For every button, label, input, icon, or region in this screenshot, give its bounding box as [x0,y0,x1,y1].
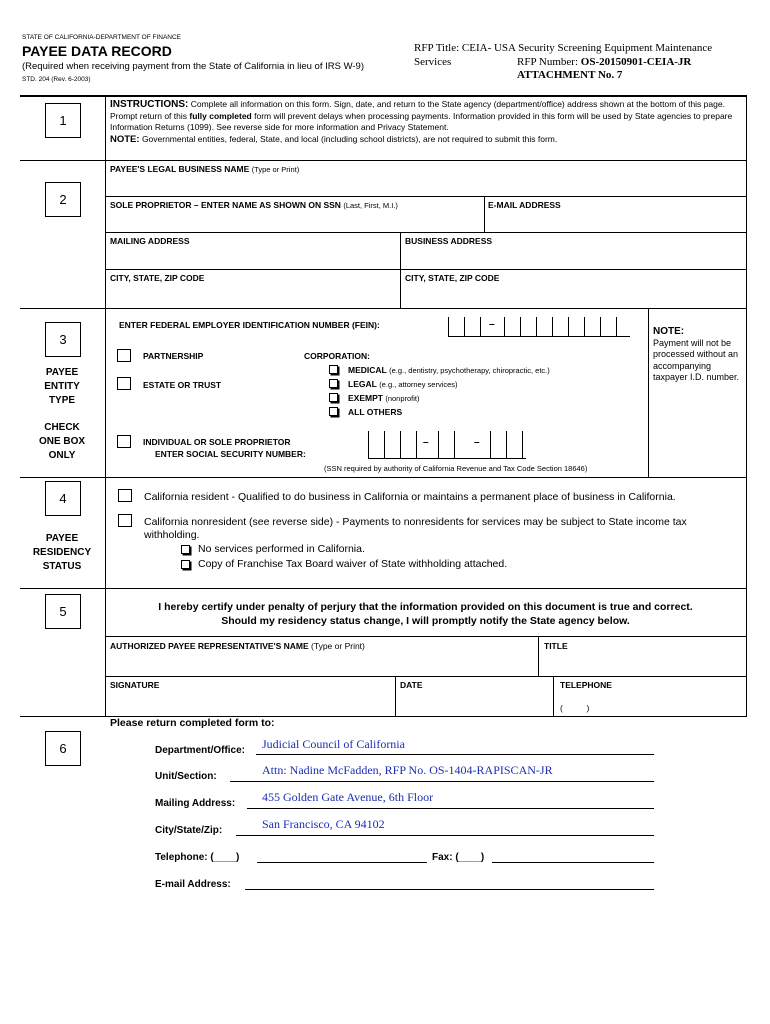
certification-line1: I hereby certify under penalty of perjury that the information provided on this document is true and correct. [158,601,693,613]
no-services-label: No services performed in California. [198,543,365,555]
email-return-line[interactable] [245,889,654,890]
exempt-label: EXEMPT [348,393,383,403]
ssn-input[interactable] [368,431,526,459]
legal-name-hint: (Type or Print) [251,165,300,174]
fein-tick [480,317,481,337]
business-address-field[interactable]: BUSINESS ADDRESS [405,236,493,246]
instructions-text [110,99,740,145]
entity-type-line3: TYPE [48,395,76,406]
telephone-parens: ( ) [560,703,590,713]
date-field[interactable]: DATE [400,680,423,690]
sep-3-4 [20,477,747,478]
rfp-number-label: RFP Number: [517,56,579,68]
address-divider [400,232,401,308]
ssn-tick [416,431,417,459]
sole-prop-hint: (Last, First, M.I.) [343,201,398,210]
residency-line1: PAYEE [45,533,79,544]
rfp-number-value: OS-20150901-CEIA-JR [580,56,692,68]
exempt-checkbox[interactable] [329,393,338,402]
check-one-label [22,421,102,463]
city-value[interactable]: San Francisco, CA 94102 [262,817,385,831]
residency-status-label [22,532,102,574]
mailing-label: Mailing Address: [155,798,236,809]
dept-label: Department/Office: [155,745,246,756]
rep-name-label: AUTHORIZED PAYEE REPRESENTATIVE'S NAME [110,641,309,651]
unit-line [230,781,654,782]
no-services-checkbox[interactable] [181,545,190,554]
rep-name-hint: (Type or Print) [311,641,365,651]
fein-dash: – [489,319,495,330]
city-state-zip-field-1[interactable]: CITY, STATE, ZIP CODE [110,273,205,283]
fein-tick [552,317,553,337]
ssn-dash: – [423,437,429,448]
ssn-tick [438,431,439,459]
section-number-4: 4 [45,481,81,516]
fein-baseline [448,336,630,337]
sole-prop-label: SOLE PROPRIETOR – ENTER NAME AS SHOWN ON SSN [110,200,341,210]
residency-line3: STATUS [42,561,82,572]
medical-checkbox[interactable] [329,365,338,374]
note-box-divider [648,308,649,477]
row-line-2 [105,232,746,233]
ssn-note: (SSN required by authority of California Revenue and Tax Code Section 18646) [324,464,588,473]
fein-tick [584,317,585,337]
medical-option [348,365,550,375]
rfp-title-cont: Services [414,56,452,68]
row-line-3 [105,269,746,270]
ssn-dash: – [474,437,480,448]
sep-1-2 [20,160,747,161]
medical-hint: (e.g., dentistry, psychotherapy, chiropractic, etc.) [389,366,550,375]
estate-trust-checkbox[interactable] [117,377,131,390]
individual-label: INDIVIDUAL OR SOLE PROPRIETOR [143,437,291,447]
ssn-tick [400,431,401,459]
note-text: Governmental entities, federal, State, and local (including school districts), are not required to submit this form. [141,133,558,144]
rfp-number [517,56,691,68]
dept-value[interactable]: Judicial Council of California [262,737,405,751]
fein-tick [568,317,569,337]
legal-option [348,379,458,389]
ssn-tick [490,431,491,459]
fein-tick [520,317,521,337]
instructions-bold: fully completed [189,110,252,121]
ssn-tick [454,431,455,459]
waiver-label: Copy of Franchise Tax Board waiver of State withholding attached. [198,558,508,570]
estate-trust-label: ESTATE OR TRUST [143,380,222,390]
entity-type-line1: PAYEE [45,367,79,378]
ssn-label: ENTER SOCIAL SECURITY NUMBER: [155,449,306,459]
nonresident-checkbox[interactable] [118,514,132,527]
ssn-tick [368,431,369,459]
all-others-checkbox[interactable] [329,407,338,416]
corporation-label: CORPORATION: [304,351,370,361]
city-label: City/State/Zip: [155,825,223,836]
legal-label: LEGAL [348,379,377,389]
sep-4-5 [20,588,747,589]
dept-line [256,754,654,755]
fein-label: ENTER FEDERAL EMPLOYER IDENTIFICATION NUMBER (FEIN): [119,320,380,330]
certification-line2: Should my residency status change, I will promptly notify the State agency below. [221,615,630,627]
section-number-2: 2 [45,182,81,217]
ssn-baseline [368,458,526,459]
exempt-hint: (nonprofit) [385,394,420,403]
legal-checkbox[interactable] [329,379,338,388]
row-line-5a [105,636,746,637]
fein-tick [616,317,617,337]
fein-tick [600,317,601,337]
email-divider [484,196,485,232]
legal-hint: (e.g., attorney services) [379,380,458,389]
fein-tick [448,317,449,337]
section-number-3: 3 [45,322,81,357]
telephone-field[interactable]: TELEPHONE [560,680,612,690]
sole-prop-field[interactable] [110,200,398,210]
city-state-zip-field-2[interactable]: CITY, STATE, ZIP CODE [405,273,500,283]
section-number-1: 1 [45,103,81,138]
instructions-part1: Complete all information on this form. Sign, date, and return to the State agency (department/office) address shown at the bottom of this page. Prompt return of this [110,99,725,121]
ssn-tick [506,431,507,459]
note-box [653,326,743,384]
legal-name-label: PAYEE'S LEGAL BUSINESS NAME [110,164,250,174]
instructions-label: INSTRUCTIONS: [110,99,189,110]
date-divider [395,676,396,716]
resident-checkbox[interactable] [118,489,132,502]
telephone-return-line[interactable] [257,862,427,863]
return-label: Please return completed form to: [110,717,275,729]
email-field[interactable]: E-MAIL ADDRESS [488,200,561,210]
section-number-5: 5 [45,594,81,629]
fein-tick [464,317,465,337]
title-field[interactable]: TITLE [544,641,568,651]
agency-name: STATE OF CALIFORNIA-DEPARTMENT OF FINANCE [22,34,182,41]
note-label: NOTE: [110,133,140,145]
fein-tick [536,317,537,337]
unit-value[interactable]: Attn: Nadine McFadden, RFP No. OS-1404-RAPISCAN-JR [262,763,553,777]
nonresident-label: California nonresident (see reverse side) - Payments to nonresidents for services may be subject to State income tax withholding. [144,516,687,541]
check-one-line1: CHECK [44,422,80,433]
check-one-line3: ONLY [48,450,76,461]
rfp-title-label: RFP Title: [414,42,460,54]
mailing-value[interactable]: 455 Golden Gate Avenue, 6th Floor [262,790,434,804]
title-divider [538,636,539,676]
partnership-label: PARTNERSHIP [143,351,204,361]
all-others-label: ALL OTHERS [348,407,403,417]
form-title: PAYEE DATA RECORD [22,43,172,59]
medical-label: MEDICAL [348,365,387,375]
resident-label: California resident - Qualified to do business in California or maintains a permanent place of business in California. [144,491,676,503]
individual-checkbox[interactable] [117,435,131,448]
ssn-tick [384,431,385,459]
city-line [236,835,654,836]
fax-label: Fax: (____) [432,852,485,863]
row-line-5b [105,676,746,677]
telephone-return-label: Telephone: (____) [155,852,240,863]
unit-label: Unit/Section: [155,771,217,782]
instructions-part2: form will prevent delays when processing payments. Information provided in this form will be used by State agencies to prepare Information Returns (1099). See reverse side for more information and Privacy Statement. [110,110,733,132]
signature-field[interactable]: SIGNATURE [110,680,160,690]
sep-2-3 [20,308,747,309]
form-id: STD. 204 (Rev. 6-2003) [22,76,91,83]
legal-name-field[interactable] [110,164,299,174]
rfp-title [414,42,712,54]
email-return-label: E-mail Address: [155,879,231,890]
rfp-title-value: CEIA- USA Security Screening Equipment Maintenance [461,42,713,54]
frame-top [20,95,746,97]
mailing-line [247,808,654,809]
attachment-number: ATTACHMENT No. 7 [517,69,623,81]
waiver-checkbox[interactable] [181,560,190,569]
residency-line2: RESIDENCY [32,547,92,558]
frame-right [746,95,747,717]
section-number-6: 6 [45,731,81,766]
form-subtitle: (Required when receiving payment from the State of California in lieu of IRS W-9) [22,61,364,72]
exempt-option [348,393,420,403]
check-one-line2: ONE BOX [38,436,86,447]
fein-tick [504,317,505,337]
entity-type-line2: ENTITY [44,381,80,392]
partnership-checkbox[interactable] [117,349,131,362]
fax-line[interactable] [492,862,654,863]
row-line-1 [105,196,746,197]
fein-input[interactable] [448,317,630,337]
mailing-address-field[interactable]: MAILING ADDRESS [110,236,190,246]
entity-type-label [22,366,102,408]
note-box-body: Payment will not be processed without an accompanying taxpayer I.D. number. [653,337,740,382]
telephone-divider [553,676,554,716]
ssn-tick [522,431,523,459]
rep-name-field[interactable] [110,641,365,651]
note-box-title: NOTE: [653,326,685,337]
certification-text [105,600,746,628]
